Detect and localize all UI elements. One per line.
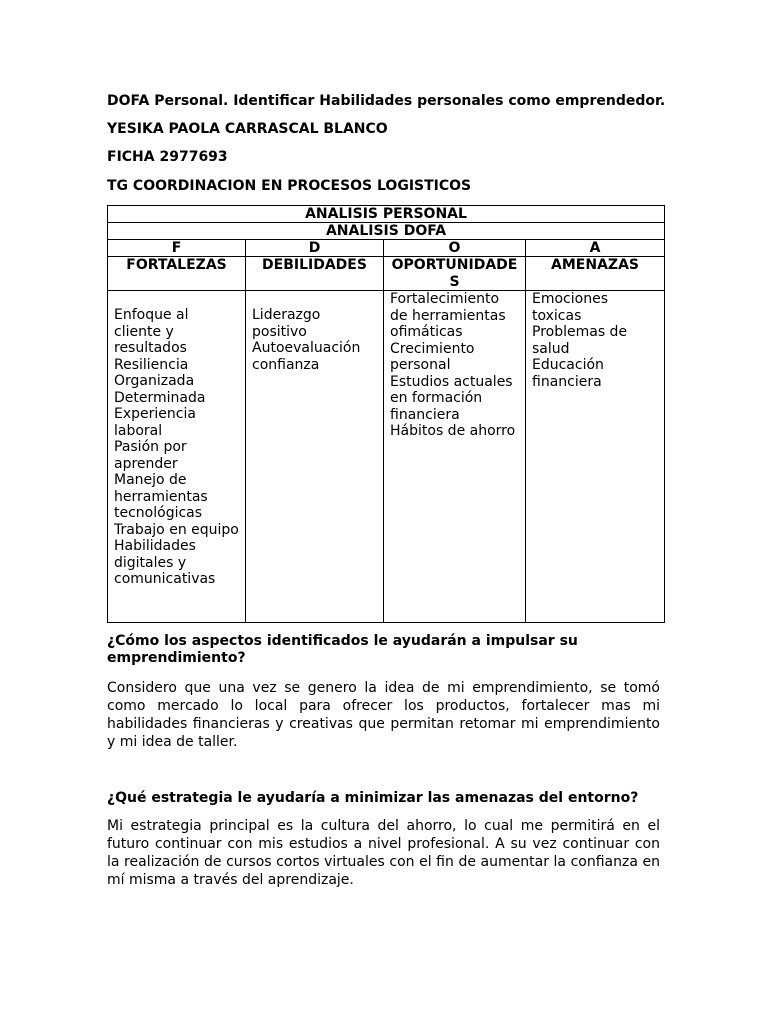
list-item: Liderazgo positivo [252, 307, 321, 340]
table-title-dofa: ANALISIS DOFA [108, 223, 665, 240]
list-item: Habilidades digitales y comunicativas [114, 538, 216, 587]
list-item: Pasión por aprender [114, 439, 187, 472]
ficha-number: FICHA 2977693 [107, 149, 228, 165]
letter-o: O [384, 240, 526, 257]
list-item: Resiliencia [114, 356, 189, 373]
student-name: YESIKA PAOLA CARRASCAL BLANCO [107, 121, 388, 137]
debilidades-cell [246, 291, 384, 623]
letter-a: A [526, 240, 665, 257]
heading-fortalezas: FORTALEZAS [108, 257, 246, 291]
program-name: TG COORDINACION EN PROCESOS LOGISTICOS [107, 178, 472, 194]
list-item: Hábitos de ahorro [390, 423, 516, 439]
list-item: Crecimiento personal [390, 340, 475, 373]
fortalezas-cell [108, 291, 246, 623]
answer-1: Considero que una vez se genero la idea de mi emprendimiento, se tomó como mercado lo local para ofrecer los productos, fortalecer mas mi habilidades financieras y creativas que permitan retomar mi emprendimiento y mi idea de taller. [107, 680, 660, 750]
list-item: Manejo de herramientas tecnológicas [114, 472, 208, 521]
table-title-personal: ANALISIS PERSONAL [108, 206, 665, 223]
list-item: Estudios actuales en formación financiera [390, 373, 513, 423]
list-item: Educación financiera [532, 357, 604, 390]
oportunidades-cell [384, 291, 526, 623]
list-item: Autoevaluación [252, 340, 361, 356]
list-item: Fortalecimiento de herramientas ofimáticas [390, 291, 506, 340]
heading-debilidades: DEBILIDADES [246, 257, 384, 291]
list-item: Determinada [114, 389, 206, 406]
list-item: Trabajo en equipo [114, 521, 239, 538]
question-2: ¿Qué estrategia le ayudaría a minimizar las amenazas del entorno? [107, 790, 639, 806]
list-item: confianza [252, 356, 320, 373]
list-item: Enfoque al cliente y resultados [114, 307, 189, 356]
question-1: ¿Cómo los aspectos identificados le ayudarán a impulsar su emprendimiento? [107, 633, 578, 666]
list-item: Problemas de salud [532, 324, 628, 357]
heading-oportunidades: OPORTUNIDADES [384, 257, 526, 291]
answer-2: Mi estrategia principal es la cultura del ahorro, lo cual me permitirá en el futuro continuar con mis estudios a nivel profesional. A su vez continuar con la realización de cursos cortos virtuales con el fin de aumentar la confianza en mí misma a través del aprendizaje. [107, 818, 660, 888]
list-item: Emociones toxicas [532, 291, 608, 324]
dofa-table [107, 205, 665, 623]
amenazas-cell [526, 291, 665, 623]
list-item: Experiencia laboral [114, 406, 196, 439]
list-item: Organizada [114, 373, 195, 389]
letter-d: D [246, 240, 384, 257]
heading-amenazas: AMENAZAS [526, 257, 665, 291]
letter-f: F [108, 240, 246, 257]
document-title: DOFA Personal. Identificar Habilidades personales como emprendedor. [107, 93, 666, 109]
